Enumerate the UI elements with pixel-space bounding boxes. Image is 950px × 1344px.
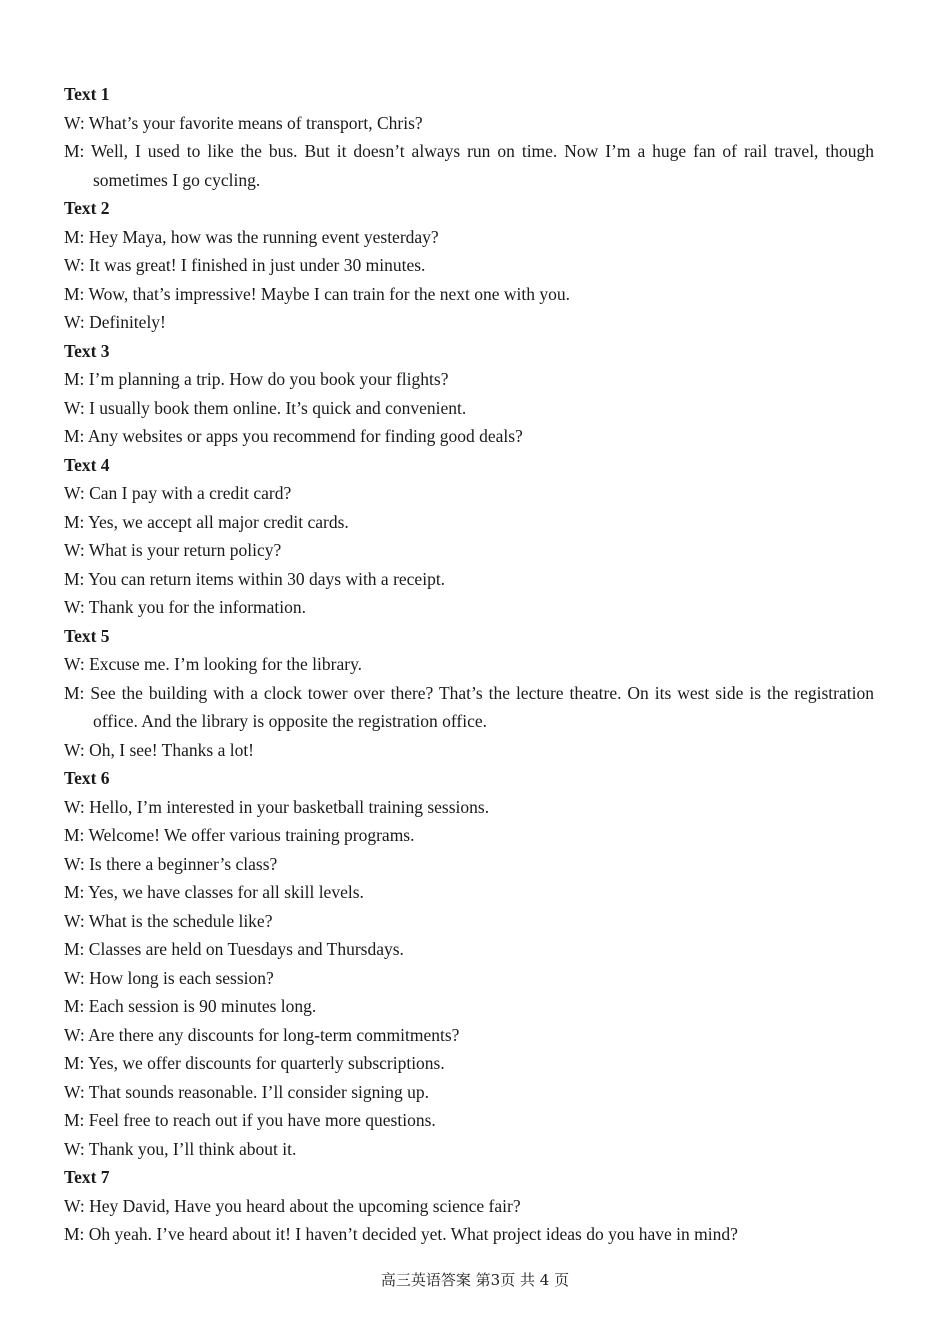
dialogue-line: M: Wow, that’s impressive! Maybe I can train for the next one with you.: [64, 283, 570, 304]
dialogue-line: W: Thank you for the information.: [64, 597, 307, 617]
section-heading: Text 5: [64, 625, 110, 646]
dialogue-line: M: You can return items within 30 days with a receipt.: [64, 568, 446, 589]
dialogue-line: W: Are there any discounts for long-term commitments?: [64, 1024, 460, 1045]
dialogue-line: M: Oh yeah. I’ve heard about it! I haven’t decided yet. What project ideas do you have in mind?: [64, 1224, 738, 1244]
dialogue-line: W: Excuse me. I’m looking for the library.: [64, 654, 363, 674]
dialogue-line: M: Classes are held on Tuesdays and Thursdays.: [64, 939, 404, 959]
section-heading: Text 2: [64, 198, 110, 218]
dialogue-line: M: Yes, we have classes for all skill levels.: [64, 882, 364, 902]
dialogue-line: M: Hey Maya, how was the running event yesterday?: [64, 226, 439, 247]
dialogue-line: W: That sounds reasonable. I’ll consider signing up.: [64, 1081, 429, 1102]
dialogue-line: M: Feel free to reach out if you have more questions.: [64, 1110, 436, 1130]
section-heading: Text 6: [64, 768, 110, 788]
dialogue-line: M: See the building with a clock tower over there? That’s the lecture theatre. On its west side is the registration office. And the library is opposite the registration office.: [64, 682, 874, 731]
dialogue-line: M: Each session is 90 minutes long.: [64, 996, 317, 1016]
dialogue-line: W: Can I pay with a credit card?: [64, 483, 292, 503]
dialogue-line: M: Yes, we accept all major credit cards.: [64, 511, 349, 532]
dialogue-line: M: Any websites or apps you recommend for finding good deals?: [64, 426, 523, 446]
dialogue-line: W: Hello, I’m interested in your basketball training sessions.: [64, 796, 490, 817]
dialogue-line: W: I usually book them online. It’s quick and convenient.: [64, 397, 467, 418]
dialogue-line: M: Well, I used to like the bus. But it doesn’t always run on time. Now I’m a huge fan of rail travel, though sometimes I go cycling.: [64, 141, 874, 190]
dialogue-line: W: Hey David, Have you heard about the upcoming science fair?: [64, 1195, 521, 1216]
dialogue-line: W: What is the schedule like?: [64, 910, 273, 931]
dialogue-line: W: Definitely!: [64, 312, 166, 332]
dialogue-line: M: I’m planning a trip. How do you book your flights?: [64, 369, 449, 389]
section-heading: Text 7: [64, 1167, 110, 1187]
dialogue-line: M: Welcome! We offer various training programs.: [64, 825, 415, 845]
dialogue-line: W: What is your return policy?: [64, 540, 282, 560]
section-heading: Text 3: [64, 340, 110, 361]
transcript: [64, 80, 874, 1249]
section-heading: Text 4: [64, 454, 110, 475]
dialogue-line: M: Yes, we offer discounts for quarterly subscriptions.: [64, 1053, 445, 1073]
dialogue-line: W: Oh, I see! Thanks a lot!: [64, 739, 255, 760]
section-heading: Text 1: [64, 84, 110, 104]
page-footer: 高三英语答案 第3页 共 4 页: [380, 1271, 570, 1289]
dialogue-line: W: Thank you, I’ll think about it.: [64, 1138, 297, 1159]
dialogue-line: W: What’s your favorite means of transport, Chris?: [64, 112, 423, 133]
dialogue-line: W: Is there a beginner’s class?: [64, 853, 278, 874]
dialogue-line: W: How long is each session?: [64, 967, 274, 988]
dialogue-line: W: It was great! I finished in just under 30 minutes.: [64, 255, 426, 275]
